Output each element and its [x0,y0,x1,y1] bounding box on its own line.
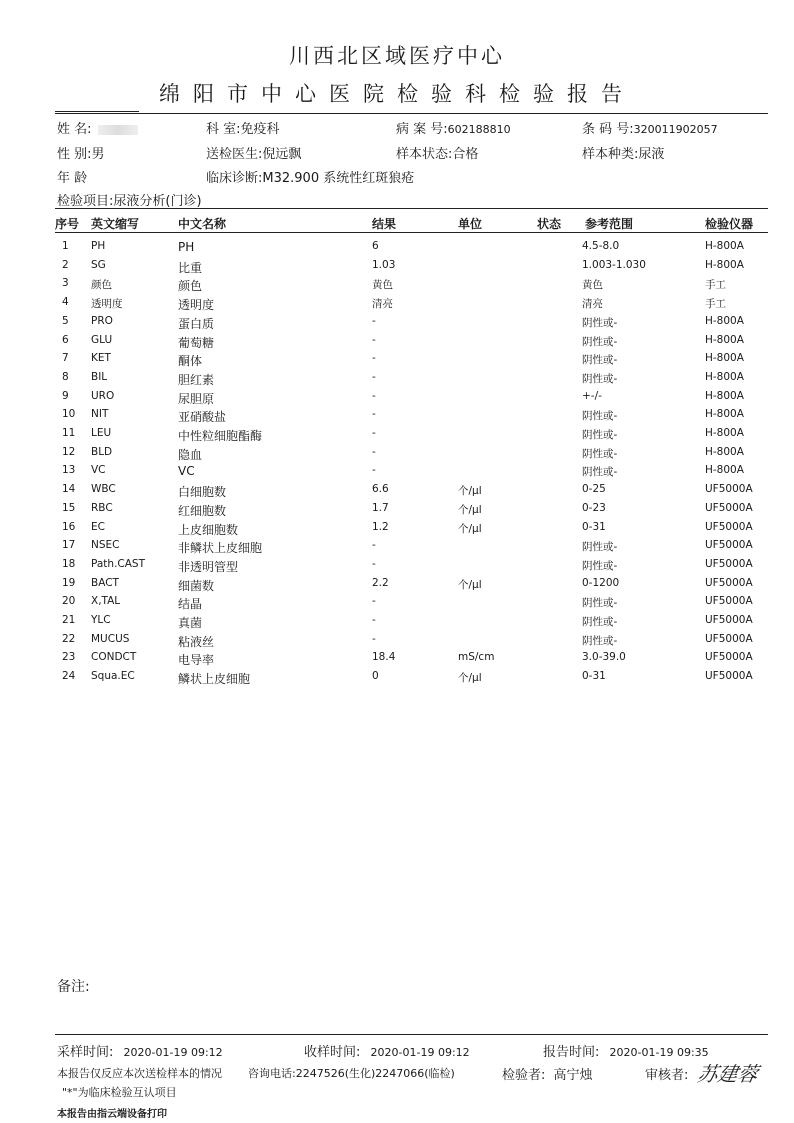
cell-result: 1.7 [372,501,389,514]
footer-rule [55,1034,768,1035]
collect-time [57,1041,223,1060]
cell-name: 非鳞状上皮细胞 [178,541,263,556]
col-header-result: 结果 [372,217,397,231]
cell-name: 酮体 [178,354,203,369]
cell-abbr: BACT [91,576,119,589]
patient-dept [206,118,280,137]
sample-type [582,143,664,162]
cell-abbr: NSEC [91,539,120,552]
reviewer-label: 审核者: [645,1068,689,1083]
cell-range: 1.003-1.030 [582,258,646,271]
cell-seq: 22 [62,632,76,645]
cell-result: - [372,539,376,552]
tester [502,1064,593,1083]
cell-abbr: Squa.EC [91,670,135,683]
cell-range: 清亮 [582,298,603,311]
cell-seq: 3 [62,277,69,290]
col-header-instrument: 检验仪器 [705,217,754,231]
cell-result: 6 [372,240,379,252]
doctor-label: 送检医生: [206,147,263,162]
cell-range: 0-23 [582,501,606,514]
cell-instrument: H-800A [705,445,744,458]
cell-abbr: BLD [91,445,113,458]
tester-label: 检验者: [502,1068,546,1083]
cell-name: 蛋白质 [178,316,215,331]
test-item [57,190,202,209]
cell-range: 阴性或- [582,597,618,610]
patient-barcode [582,118,718,137]
cell-result: - [372,557,376,570]
table-top-rule [55,208,768,209]
cell-result: - [372,427,376,439]
cell-abbr: WBC [91,483,116,496]
patient-age [57,167,87,186]
collect-label: 采样时间: [57,1045,114,1060]
cell-seq: 14 [62,483,76,496]
reviewer-signature: 苏建蓉 [695,1062,760,1086]
record-label: 病 案 号: [396,122,448,137]
cell-instrument: 手工 [705,298,726,311]
cell-name: 隐血 [178,447,203,462]
cell-instrument: H-800A [705,240,744,252]
cell-seq: 10 [62,408,76,421]
cell-range: +-/- [582,389,602,402]
name-label: 姓 名: [57,122,92,137]
cell-name: 红细胞数 [178,503,227,518]
patient-record [396,118,511,137]
test-item-label: 检验项目: [57,194,114,209]
cell-instrument: H-800A [705,389,744,402]
cell-range: 阴性或- [582,541,618,554]
cell-seq: 8 [62,370,69,383]
report-time [543,1041,709,1060]
cell-instrument: UF5000A [705,501,753,514]
cell-abbr: BIL [91,370,108,383]
cell-range: 阴性或- [582,616,618,628]
patient-name [57,118,138,137]
cell-result: - [372,370,376,383]
cell-name: 非透明管型 [178,559,239,574]
cell-seq: 12 [62,445,76,458]
cell-instrument: H-800A [705,352,744,365]
cell-name: 胆红素 [178,372,215,387]
cell-abbr: KET [91,352,111,365]
cell-result: - [372,595,376,608]
clinical-diagnosis [206,167,414,186]
cell-seq: 9 [62,389,69,402]
cell-instrument: UF5000A [705,557,753,570]
age-label: 年 龄 [57,171,88,186]
barcode-value: 320011902057 [633,123,718,136]
cell-abbr: PH [91,240,106,252]
report-value: 2020-01-19 09:35 [609,1046,709,1059]
hospital-group-title: 川西北区域医疗中心 [289,44,505,68]
cell-abbr: EC [91,520,105,533]
cell-range: 阴性或- [582,354,618,367]
cell-unit: 个/μl [458,578,482,591]
cell-result: - [372,464,376,477]
cell-range: 阴性或- [582,466,618,479]
cell-instrument: UF5000A [705,539,753,552]
cell-seq: 5 [62,314,69,327]
cell-name: 电导率 [178,653,215,668]
dept-label: 科 室: [206,122,241,137]
receive-label: 收样时间: [304,1045,361,1060]
cell-seq: 1 [62,240,69,252]
cell-result: - [372,352,376,365]
cell-range: 阴性或- [582,410,618,423]
cell-name: 结晶 [178,597,203,612]
cell-seq: 7 [62,352,69,365]
cell-name: 比重 [178,260,203,275]
collect-value: 2020-01-19 09:12 [123,1046,223,1059]
cell-result: - [372,445,376,458]
cell-seq: 2 [62,258,69,271]
cell-instrument: H-800A [705,314,744,327]
col-header-status: 状态 [537,217,562,231]
cell-range: 黄色 [582,279,603,292]
cell-abbr: Path.CAST [91,557,145,570]
col-header-seq: 序号 [55,217,80,231]
cell-result: 0 [372,670,379,683]
barcode-label: 条 码 号: [582,122,634,137]
col-header-unit: 单位 [458,217,483,231]
cell-instrument: 手工 [705,279,726,292]
cell-result: 清亮 [372,298,393,311]
cell-name: 粘液丝 [178,634,215,649]
cell-unit: 个/μl [458,672,482,685]
cell-seq: 18 [62,557,76,570]
cell-name: 中性粒细胞酯酶 [178,429,263,443]
cell-instrument: UF5000A [705,614,753,626]
cell-unit: 个/μl [458,485,482,498]
cell-instrument: UF5000A [705,670,753,683]
receive-value: 2020-01-19 09:12 [370,1046,470,1059]
cell-instrument: UF5000A [705,651,753,664]
report-title: 绵阳市中心医院检验科检验报告 [159,82,635,106]
cell-range: 阴性或- [582,559,618,572]
cell-range: 0-31 [582,670,606,683]
cell-unit: 个/μl [458,503,482,516]
cell-instrument: UF5000A [705,632,753,645]
cell-seq: 23 [62,651,76,664]
cell-seq: 19 [62,576,76,589]
consult-phone: 咨询电话:2247526(生化)2247066(临检) [248,1067,455,1080]
cell-result: - [372,614,376,626]
cell-range: 0-25 [582,483,606,496]
sample-state [396,143,478,162]
redacted-name-mask [98,125,138,135]
record-value: 602188810 [447,123,511,136]
cell-unit: 个/μl [458,522,482,535]
cell-instrument: H-800A [705,333,744,346]
cell-seq: 6 [62,333,69,346]
cell-abbr: NIT [91,408,109,421]
doctor-value: 倪远飘 [262,147,302,162]
cell-result: - [372,408,376,421]
mutual-recognition-note: "*"为临床检验互认项目 [62,1086,177,1099]
sample-state-value: 合格 [452,147,479,162]
cell-unit: mS/cm [458,651,495,664]
cell-instrument: H-800A [705,427,744,439]
cell-seq: 15 [62,501,76,514]
cell-seq: 17 [62,539,76,552]
cell-seq: 21 [62,614,76,626]
patient-doctor [206,143,301,162]
col-header-name: 中文名称 [178,217,227,231]
cell-range: 4.5-8.0 [582,240,620,252]
cell-result: 18.4 [372,651,396,664]
cell-abbr: YLC [91,614,111,626]
cell-range: 阴性或- [582,335,618,348]
sex-value: 男 [91,147,105,162]
cell-result: 2.2 [372,576,389,589]
cell-abbr: 颜色 [91,279,112,292]
cell-abbr: URO [91,389,115,402]
cell-name: 葡萄糖 [178,335,215,350]
cell-range: 阴性或- [582,447,618,460]
report-label: 报告时间: [543,1045,600,1060]
cell-result: - [372,333,376,346]
cell-seq: 11 [62,427,76,439]
cell-abbr: GLU [91,333,113,346]
cell-seq: 24 [62,670,76,683]
cell-range: 阴性或- [582,316,618,329]
cell-instrument: UF5000A [705,576,753,589]
header-short-rule [55,111,139,112]
cell-range: 阴性或- [582,429,618,441]
diagnosis-label: 临床诊断: [206,171,263,186]
cell-name: 白细胞数 [178,485,227,500]
col-header-range: 参考范围 [585,217,634,231]
remarks-label: 备注: [57,979,90,995]
cell-seq: 4 [62,296,69,309]
cell-seq: 16 [62,520,76,533]
cell-result: - [372,632,376,645]
header-rule [55,113,768,114]
patient-sex [57,143,105,162]
cell-name: VC [178,464,195,479]
cell-name: 尿胆原 [178,391,215,406]
sex-label: 性 别: [57,147,92,162]
cell-result: 6.6 [372,483,389,496]
receive-time [304,1041,470,1060]
cell-abbr: CONDCT [91,651,137,664]
cell-abbr: PRO [91,314,113,327]
diagnosis-value: M32.900 系统性红斑狼疮 [262,171,415,186]
disclaimer: 本报告仅反应本次送检样本的情况 [57,1067,222,1080]
cell-result: 1.03 [372,258,396,271]
cell-result: 黄色 [372,279,393,292]
cell-instrument: H-800A [705,408,744,421]
cell-range: 0-31 [582,520,606,533]
cell-abbr: LEU [91,427,112,439]
cell-range: 阴性或- [582,634,618,647]
cell-name: 颜色 [178,279,203,294]
cell-range: 3.0-39.0 [582,651,626,664]
cell-abbr: MUCUS [91,632,130,645]
cell-abbr: SG [91,258,106,271]
sample-type-label: 样本种类: [582,147,639,162]
cell-name: 鳞状上皮细胞 [178,672,251,687]
cell-seq: 13 [62,464,76,477]
cell-range: 0-1200 [582,576,620,589]
cell-name: 亚硝酸盐 [178,410,227,425]
cell-name: 上皮细胞数 [178,522,239,537]
cell-abbr: 透明度 [91,298,123,311]
cell-abbr: VC [91,464,106,477]
cell-result: - [372,314,376,327]
dept-value: 免疫科 [240,122,280,137]
test-item-value: 尿液分析(门诊) [113,194,202,209]
cell-instrument: H-800A [705,464,744,477]
cell-abbr: RBC [91,501,113,514]
cell-instrument: UF5000A [705,595,753,608]
print-note: 本报告由指云端设备打印 [57,1109,167,1120]
col-header-abbr: 英文缩写 [91,217,140,231]
cell-instrument: UF5000A [705,520,753,533]
cell-instrument: H-800A [705,370,744,383]
cell-result: - [372,389,376,402]
cell-instrument: H-800A [705,258,744,271]
cell-name: 细菌数 [178,578,215,593]
cell-name: 透明度 [178,298,215,313]
cell-name: 真菌 [178,616,203,630]
cell-instrument: UF5000A [705,483,753,496]
cell-range: 阴性或- [582,372,618,385]
table-header-rule [55,232,768,233]
cell-seq: 20 [62,595,76,608]
tester-value: 高宁烛 [553,1068,593,1083]
cell-abbr: X,TAL [91,595,121,608]
cell-name: PH [178,240,195,254]
sample-type-value: 尿液 [638,147,665,162]
sample-state-label: 样本状态: [396,147,453,162]
cell-result: 1.2 [372,520,389,533]
